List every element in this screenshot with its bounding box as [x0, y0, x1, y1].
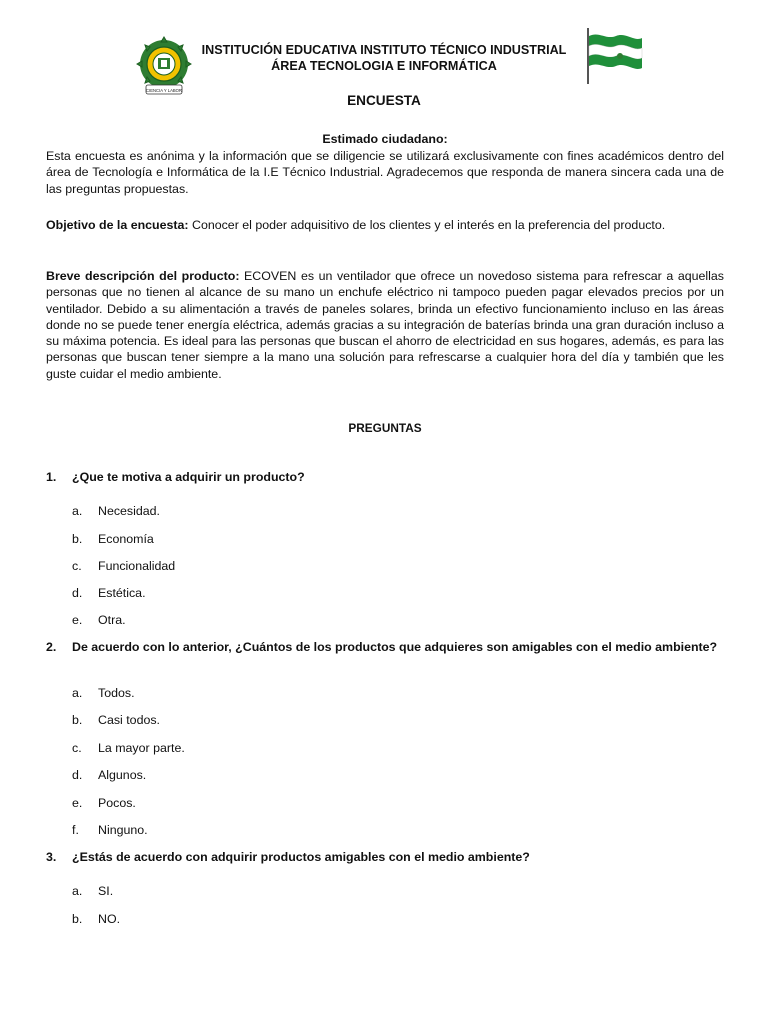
page-title: ENCUESTA — [347, 93, 421, 108]
option-letter: b. — [72, 713, 83, 727]
option-text: Ninguno. — [98, 823, 148, 837]
option-2a[interactable] — [72, 685, 135, 701]
option-text: NO. — [98, 912, 121, 926]
objective-label: Objetivo de la encuesta: — [46, 218, 189, 232]
option-text: SI. — [98, 884, 114, 898]
option-2b[interactable] — [72, 712, 160, 728]
option-letter: d. — [72, 586, 83, 600]
flag-icon — [584, 26, 646, 86]
option-1b[interactable] — [72, 531, 154, 547]
option-text: Casi todos. — [98, 713, 160, 727]
question-1 — [46, 469, 724, 487]
option-text: Funcionalidad — [98, 559, 176, 573]
question-text: ¿Estás de acuerdo con adquirir productos amigables con el medio ambiente? — [72, 850, 530, 864]
logo-motto: CIENCIA Y LABOR — [146, 87, 182, 93]
option-1a[interactable] — [72, 503, 160, 519]
intro-paragraph: Esta encuesta es anónima y la información que se diligencie se utilizará exclusivamente con fines académicos dentro del área de Tecnología e Informática de la I.E Técnico Industrial. Agradecemos que responda de manera sincera cada una de las preguntas propuestas. — [46, 149, 724, 196]
option-letter: b. — [72, 532, 83, 546]
option-1c[interactable] — [72, 558, 175, 574]
school-logo-icon — [134, 36, 194, 96]
product-text: ECOVEN es un ventilador que ofrece un novedoso sistema para refrescar a aquellas personas que no tienen al alcance de su mano un enchufe eléctrico ni tampoco pueden pagar elevados precios por un ventilador. Debido a su alimentación a través de paneles solares, brinda un efectivo funcionamiento incluso en las áreas donde no se puede tener energía eléctrica, además gracias a su integración de baterías brinda una gran duración incluso a su máxima potencia. Es ideal para las personas que buscan el ahorro de electricidad en sus hogares, además, es para las personas que buscan tener siempre a la mano una solución para refrescarse a cualquier hora del día y también que les guste cuidar el medio ambiente. — [46, 269, 724, 381]
question-number: 3. — [46, 850, 57, 864]
objective-paragraph — [46, 217, 724, 233]
option-2e[interactable] — [72, 795, 136, 811]
option-letter: e. — [72, 796, 83, 810]
option-1d[interactable] — [72, 585, 146, 601]
option-letter: e. — [72, 613, 83, 627]
option-letter: d. — [72, 768, 83, 782]
option-2c[interactable] — [72, 740, 185, 756]
question-number: 2. — [46, 640, 57, 654]
option-letter: a. — [72, 686, 83, 700]
option-text: Estética. — [98, 586, 146, 600]
question-text: ¿Que te motiva a adquirir un producto? — [72, 470, 305, 484]
option-text: La mayor parte. — [98, 741, 185, 755]
question-number: 1. — [46, 470, 57, 484]
institution-name: INSTITUCIÓN EDUCATIVA INSTITUTO TÉCNICO INDUSTRIAL — [201, 43, 567, 57]
greeting: Estimado ciudadano: — [322, 132, 448, 146]
option-2d[interactable] — [72, 767, 146, 783]
area-name: ÁREA TECNOLOGIA E INFORMÁTICA — [271, 59, 497, 73]
question-text: De acuerdo con lo anterior, ¿Cuántos de los productos que adquieres son amigables con el medio ambiente? — [72, 640, 718, 654]
option-text: Algunos. — [98, 768, 147, 782]
option-letter: a. — [72, 504, 83, 518]
option-3a[interactable] — [72, 883, 113, 899]
option-text: Pocos. — [98, 796, 136, 810]
option-text: Otra. — [98, 613, 126, 627]
option-3b[interactable] — [72, 911, 120, 927]
option-letter: c. — [72, 741, 82, 755]
option-1e[interactable] — [72, 612, 126, 628]
option-letter: f. — [72, 823, 79, 837]
product-label: Breve descripción del producto: — [46, 269, 240, 283]
option-text: Necesidad. — [98, 504, 160, 518]
question-2 — [46, 639, 724, 657]
option-2f[interactable] — [72, 822, 148, 838]
option-letter: c. — [72, 559, 82, 573]
objective-text: Conocer el poder adquisitivo de los clientes y el interés en la preferencia del producto. — [188, 218, 666, 232]
option-text: Todos. — [98, 686, 135, 700]
question-3 — [46, 849, 724, 867]
option-letter: b. — [72, 912, 83, 926]
option-text: Economía — [98, 532, 154, 546]
questions-heading: PREGUNTAS — [348, 421, 422, 435]
header-title-block — [196, 42, 572, 74]
option-letter: a. — [72, 884, 83, 898]
product-description — [46, 268, 724, 382]
